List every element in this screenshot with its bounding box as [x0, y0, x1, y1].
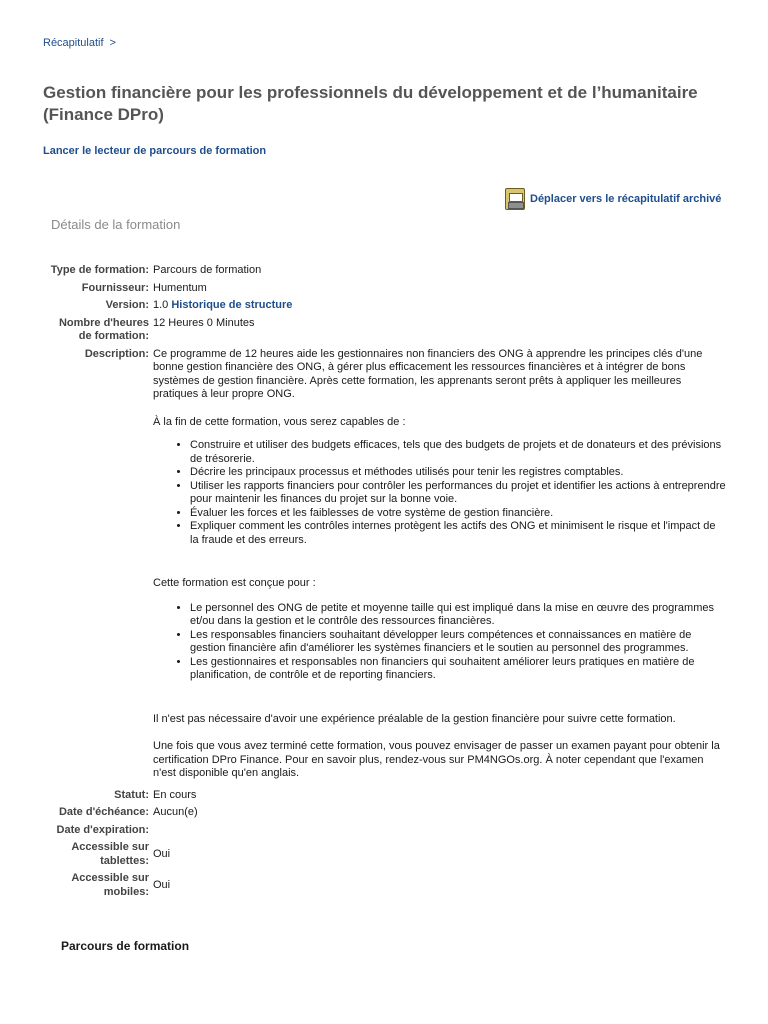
detail-label: Accessible sur tablettes: [71, 841, 149, 867]
detail-row-due-date [47, 806, 727, 820]
detail-label: Nombre d'heures de formation: [58, 316, 149, 342]
list-item: • Les gestionnaires et responsables non financiers qui souhaitent améliorer leurs pratiques en matière de planification, de contrôle et de reporting financiers. [190, 656, 727, 683]
description-intro: Ce programme de 12 heures aide les gestionnaires non financiers des ONG à apprendre les principes clés d'une bonne gestion financière des ONG, à gérer plus efficacement les ressources financières et à intégrer de bons systèmes de gestion financière. Après cette formation, les apprenants seront prêts à appliquer les meilleures pratiques à leur propre ONG. [153, 347, 703, 400]
detail-value: Parcours de formation [153, 264, 262, 276]
status-value: En cours [153, 788, 197, 801]
move-to-archive-link[interactable] [505, 188, 721, 210]
detail-label: Date d'échéance: [58, 806, 149, 818]
detail-label: Date d'expiration: [56, 823, 149, 836]
version-number: 1.0 [153, 299, 169, 311]
section-title-details: Détails de la formation [51, 217, 181, 232]
goals-list [153, 439, 727, 547]
exam-text: Une fois que vous avez terminé cette formation, vous pouvez envisager de passer un examen payant pour obtenir la certification DPro Finance. Pour en savoir plus, rendez-vous sur PM4NGOs.org. À noter cependant que l'examen n'est disponible qu'en anglais. [153, 740, 720, 779]
detail-row-expiry-date [47, 824, 727, 838]
breadcrumb-summary-link[interactable]: Récapitulatif [43, 37, 104, 49]
spacer [153, 561, 727, 577]
spacer [153, 697, 727, 713]
tablets-value: Oui [153, 847, 171, 860]
list-item: • Décrire les principaux processus et méthodes utilisés pour tenir les registres comptables. [190, 466, 727, 480]
detail-label: Fournisseur: [81, 281, 149, 294]
archive-icon [505, 188, 525, 210]
list-item: • Utiliser les rapports financiers pour contrôler les performances du projet et identifier les actions à entreprendre pour maintenir les finances du projet sur la bonne voie. [190, 480, 727, 507]
mobiles-value: Oui [153, 878, 171, 891]
detail-value [153, 299, 727, 313]
goals-intro: À la fin de cette formation, vous serez capables de : [153, 415, 406, 428]
detail-row-hours [47, 317, 727, 344]
expiry-date-value [153, 824, 727, 838]
due-date-value: Aucun(e) [153, 806, 198, 818]
detail-label: Version: [105, 299, 149, 311]
section-title-learning-path: Parcours de formation [61, 939, 190, 953]
detail-row-description [47, 348, 727, 785]
breadcrumb [43, 37, 116, 49]
detail-row-version [47, 299, 727, 313]
detail-label: Description: [84, 347, 149, 360]
detail-row-tablets [47, 841, 727, 868]
detail-label: Type de formation: [50, 264, 149, 276]
prerequisite-text: Il n'est pas nécessaire d'avoir une expérience préalable de la gestion financière pour suivre cette formation. [153, 712, 676, 725]
detail-value: 12 Heures 0 Minutes [153, 316, 255, 329]
list-item: • Évaluer les forces et les faiblesses de votre système de gestion financière. [190, 507, 727, 521]
page-title: Gestion financière pour les professionnels du développement et de l’humanitaire (Finance DPro) [43, 83, 698, 124]
training-details [47, 264, 727, 903]
detail-row-mobiles [47, 872, 727, 899]
detail-value: Humentum [153, 281, 207, 294]
breadcrumb-separator: > [109, 37, 116, 49]
list-item: • Les responsables financiers souhaitant développer leurs compétences et connaissances en matière de gestion financière afin d'améliorer les systèmes financiers et le soutien au personnel des programmes. [190, 629, 727, 656]
detail-label: Accessible sur mobiles: [71, 872, 149, 898]
detail-row-provider [47, 282, 727, 296]
list-item: • Construire et utiliser des budgets efficaces, tels que des budgets de projets et de donateurs et des prévisions de trésorerie. [190, 439, 727, 466]
detail-row-status [47, 789, 727, 803]
audience-list [153, 602, 727, 683]
detail-row-type [47, 264, 727, 278]
launch-player-link[interactable]: Lancer le lecteur de parcours de formation [43, 145, 267, 157]
detail-label: Statut: [114, 788, 149, 801]
list-item: • Le personnel des ONG de petite et moyenne taille qui est impliqué dans la mise en œuvre des programmes et/ou dans la gestion et le contrôle des ressources financières. [190, 602, 727, 629]
audience-intro: Cette formation est conçue pour : [153, 577, 316, 589]
description-body [153, 348, 727, 785]
archive-link-label: Déplacer vers le récapitulatif archivé [530, 193, 722, 205]
structure-history-link[interactable]: Historique de structure [171, 299, 293, 311]
list-item: • Expliquer comment les contrôles internes protègent les actifs des ONG et minimisent le risque et l'impact de la fraude et des erreurs. [190, 520, 727, 547]
